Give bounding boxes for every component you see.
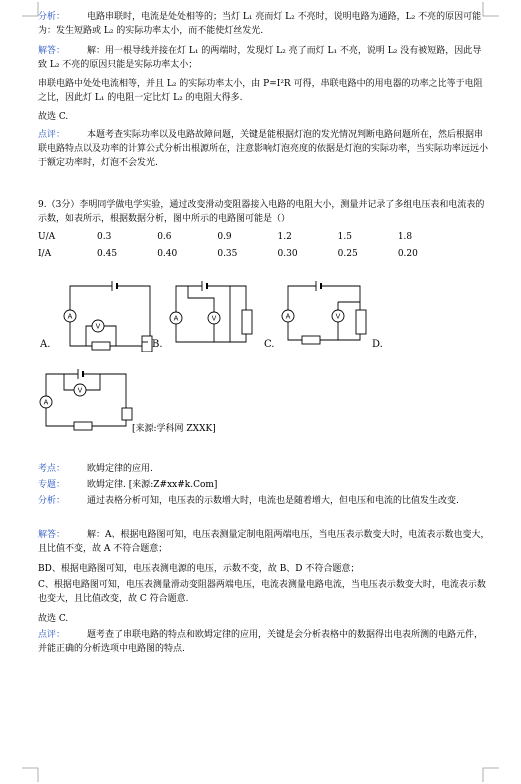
ammeter-icon [64,310,76,322]
circuit-d [38,368,134,434]
option-d-label: D. [372,339,383,350]
table-row [38,245,458,262]
circuit-c [280,280,376,352]
answer-bd: BD、根据电路图可知，电压表测电源的电压，示数不变，故 B、D 不符合题意； [38,564,360,574]
table-cell: 1.5 [337,231,352,242]
table-cell: 0.9 [217,231,232,242]
voltmeter-icon [74,384,86,396]
ammeter-icon [282,310,294,322]
voltmeter-icon [208,312,220,324]
table-cell: 0.45 [97,248,118,259]
circuit-a [62,280,158,352]
prev-choice: 故选 C. [38,112,69,122]
table-cell: 0.35 [217,248,238,259]
table-row [38,228,458,245]
comment: 点评： 题考查了串联电路的特点和欧姆定律的应用，关键是会分析表格中的数据得出电表所测的电路元件，并能正确的分析选项中电路图的特点. [38,630,484,654]
table-cell: 0.40 [157,248,178,259]
topic: 考点： 欧姆定律的应用. [38,464,153,474]
option-a-label: A. [40,339,51,350]
option-c-label: C. [264,339,275,350]
prev-analysis: 分析： 电路串联时，电流是处处相等的；当灯 L₁ 亮而灯 L₂ 不亮时，说明电路为通路，L₂ 不亮的原因可能为：发生短路或 L₂ 的实际功率太小，而不能使灯丝发光. [38,12,482,36]
choice: 故选 C. [38,614,69,624]
source-note: [来源:学科网 ZXXK] [132,424,216,434]
analysis: 分析： 通过表格分析可知，电压表的示数增大时，电流也是随着增大，但电压和电流的比值发生改变. [38,496,459,506]
table-cell: 0.25 [337,248,358,259]
row-label: U/A [38,231,56,242]
prev-comment: 点评： 本题考查实际功率以及电路故障问题，关键是能根据灯泡的发光情况判断电路问题所在，然后根据串联电路特点以及功率的计算公式分析出根源所在，注意影响灯泡亮度的依据是灯泡的实际功率，当实际功率远远小于额定功率时，灯泡不会发光. [38,130,489,168]
table-cell: 1.8 [397,231,413,242]
table-cell: 1.2 [277,231,292,242]
circuit-b [168,280,264,352]
data-table [38,228,458,262]
row-label: I/A [38,248,52,259]
table-cell: 0.20 [397,248,418,259]
answer-c: C、根据电路图可知，电压表测量滑动变阻器两端电压，电流表测量电路电流，当电压表示数变大时，电流表示数也变大，且比值改变，故 C 符合题意. [38,580,486,604]
answer-a: 解答： 解：A、根据电路图可知，电压表测量定制电阻两端电压，当电压表示数变大时，电流表示数也变大，且比值不变，故 A 不符合题意； [38,530,490,554]
ammeter-icon [170,312,182,324]
prev-answer: 解答： 解：用一根导线并接在灯 L₁ 的两端时，发现灯 L₂ 亮了而灯 L₁ 不亮，说明 L₂ 没有被短路，因此导致 L₂ 不亮的原因只能是实际功率太小； [38,46,482,70]
table-cell: 0.30 [277,248,298,259]
option-b-label: B. [152,339,163,350]
ammeter-icon [40,396,52,408]
table-cell: 0.6 [157,231,172,242]
table-cell: 0.3 [97,231,112,242]
voltmeter-icon [332,310,344,322]
voltmeter-icon [92,320,104,332]
question-text: 9.（3分）李明同学做电学实验，通过改变滑动变阻器接入电路的电阻大小，测量并记录了多组电压表和电流表的示数，如表所示，根据数据分析，图中所示的电路图可能是（） [38,200,485,224]
special-topic: 专题： 欧姆定律. [来源:Z#xx#k.Com] [38,480,218,490]
prev-answer-2: 串联电路中处处电流相等，并且 L₂ 的实际功率太小，由 P=I²R 可得，串联电路中的用电器的功率之比等于电阻之比，因此灯 L₁ 的电阻一定比灯 L₂ 的电阻大得多. [38,79,483,103]
